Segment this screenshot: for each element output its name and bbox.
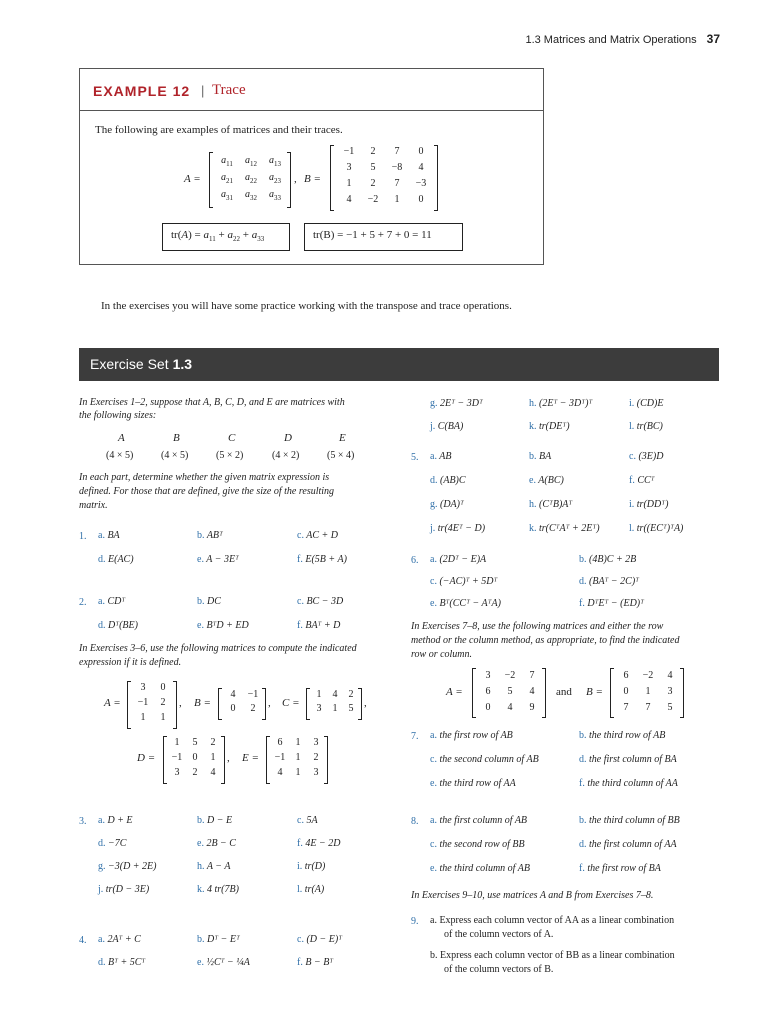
- exercise-item: j. C(BA): [430, 421, 464, 432]
- comma: ,: [179, 697, 182, 709]
- matrix-cell: 1: [295, 767, 301, 778]
- matrix-e-3x3: [266, 736, 328, 784]
- exercise-number: 2.: [79, 597, 87, 608]
- matrix-cell: $a_{21}$: [221, 172, 233, 185]
- matrix-b-3x3: [610, 668, 684, 718]
- exercise-item: a. BA: [98, 530, 120, 541]
- exercise-item: f. the first row of BA: [579, 863, 661, 874]
- exercise-item: e. Bᵀ(CCᵀ − AᵀA): [430, 598, 501, 609]
- matrix-a-label-2: A =: [104, 697, 121, 709]
- matrix-cell: 5: [348, 703, 354, 714]
- matrix-cell: 7: [623, 702, 629, 713]
- exercise-9b-line2: of the column vectors of B.: [444, 964, 554, 975]
- matrix-cell: −2: [367, 194, 379, 205]
- matrix-cell: $a_{12}$: [245, 155, 257, 168]
- matrix-cell: 2: [160, 697, 166, 708]
- exercise-item: f. CCᵀ: [629, 475, 655, 486]
- exercise-item: d. E(AC): [98, 554, 134, 565]
- exercise-item: b. Dᵀ − Eᵀ: [197, 934, 240, 945]
- intro-defined: In each part, determine whether the given matrix expression is: [79, 472, 330, 483]
- exercise-item: f. E(5B + A): [297, 554, 347, 565]
- size-matrix-name: C: [228, 432, 236, 444]
- size-matrix-name: B: [173, 432, 180, 444]
- matrix-cell: 4: [332, 689, 338, 700]
- exercise-item: j. tr(D − 3E): [98, 884, 150, 895]
- intro-3-6: In Exercises 3–6, use the following matrices to compute the indicated: [79, 643, 357, 654]
- size-matrix-dims: (5 × 2): [216, 450, 244, 461]
- matrix-cell: 6: [485, 686, 491, 697]
- matrix-cell: 3: [313, 767, 319, 778]
- exercise-item: a. (2Dᵀ − E)A: [430, 554, 487, 565]
- exercise-item: d. Dᵀ(BE): [98, 620, 138, 631]
- exercise-item: e. A(BC): [529, 475, 564, 486]
- intro-7-8b: method or the column method, as appropriate, to find the indicated: [411, 635, 680, 646]
- matrix-cell: $a_{13}$: [269, 155, 281, 168]
- matrix-a-label: A =: [184, 173, 201, 185]
- matrix-cell: 3: [316, 703, 322, 714]
- exercise-item: b. the third column of BB: [579, 815, 680, 826]
- matrix-a-label-3: A =: [446, 686, 463, 698]
- exercise-item: b. BA: [529, 451, 552, 462]
- matrix-b-label-2: B =: [194, 697, 211, 709]
- exercise-item: h. (2Eᵀ − 3Dᵀ)ᵀ: [529, 398, 593, 409]
- exercise-item: e. A − 3Eᵀ: [197, 554, 239, 565]
- matrix-a: [209, 152, 291, 208]
- exercise-9a-line1: a. Express each column vector of AA as a linear combination: [430, 915, 675, 926]
- exercise-9a-line2: of the column vectors of A.: [444, 929, 554, 940]
- example-label: EXAMPLE 12: [93, 83, 191, 99]
- matrix-cell: −1: [343, 146, 355, 157]
- exercise-item: e. 2B − C: [197, 838, 236, 849]
- intro-defined-b: defined. For those that are defined, give the size of the resulting: [79, 486, 335, 497]
- example-header: [80, 69, 543, 111]
- exercise-item: f. the third column of AA: [579, 778, 678, 789]
- comma: ,: [227, 752, 230, 764]
- size-matrix-name: A: [118, 432, 125, 444]
- matrix-cell: $a_{32}$: [245, 189, 257, 202]
- comma: ,: [294, 173, 297, 185]
- matrix-cell: 7: [394, 146, 400, 157]
- matrix-cell: 1: [645, 686, 651, 697]
- matrix-cell: 5: [370, 162, 376, 173]
- exercise-set-title: [90, 356, 192, 372]
- matrix-cell: 4: [418, 162, 424, 173]
- matrix-cell: 5: [507, 686, 513, 697]
- matrix-cell: 4: [230, 689, 236, 700]
- exercise-item: a. D + E: [98, 815, 133, 826]
- matrix-cell: 1: [332, 703, 338, 714]
- page-number: 37: [706, 32, 720, 46]
- matrix-cell: −1: [171, 752, 183, 763]
- exercise-item: l. tr(BC): [629, 421, 663, 432]
- exercise-item: k. 4 tr(7B): [197, 884, 239, 895]
- matrix-d-label: D =: [137, 752, 156, 764]
- matrix-cell: −8: [391, 162, 403, 173]
- exercise-item: d. (AB)C: [430, 475, 466, 486]
- trace-a-box: $tr(A) = a_{11} + a_{22} + a_{33}$: [162, 223, 290, 251]
- example-separator: |: [201, 83, 205, 98]
- matrix-c-label: C =: [282, 697, 300, 709]
- exercise-item: d. the first column of BA: [579, 754, 677, 765]
- matrix-cell: −2: [642, 670, 654, 681]
- matrix-cell: $a_{31}$: [221, 189, 233, 202]
- exercise-item: e. BᵀD + ED: [197, 620, 249, 631]
- intro-9-10: In Exercises 9–10, use matrices A and B from Exercises 7–8.: [411, 890, 654, 901]
- matrix-b-label-3: B =: [586, 686, 603, 698]
- exercise-set-label: Exercise Set: [90, 356, 169, 372]
- matrix-b-label: B =: [304, 173, 321, 185]
- matrix-cell: 7: [394, 178, 400, 189]
- matrix-cell: 3: [313, 737, 319, 748]
- exercise-item: f. 4E − 2D: [297, 838, 341, 849]
- matrix-b: [330, 145, 438, 211]
- exercise-item: c. (3E)D: [629, 451, 664, 462]
- matrix-cell: −1: [137, 697, 149, 708]
- exercise-item: l. tr(A): [297, 884, 325, 895]
- exercise-item: h. A − A: [197, 861, 231, 872]
- exercise-item: a. the first row of AB: [430, 730, 513, 741]
- exercise-item: i. (CD)E: [629, 398, 664, 409]
- exercise-item: i. tr(DDᵀ): [629, 499, 669, 510]
- matrix-cell: 3: [140, 682, 146, 693]
- body-paragraph: In the exercises you will have some practice working with the transpose and trace operations.: [101, 300, 512, 312]
- matrix-cell: $a_{11}$: [221, 155, 233, 168]
- matrix-cell: −2: [504, 670, 516, 681]
- exercise-item: f. DᵀEᵀ − (ED)ᵀ: [579, 598, 644, 609]
- exercise-item: b. ABᵀ: [197, 530, 223, 541]
- matrix-cell: 1: [316, 689, 322, 700]
- matrix-cell: 2: [370, 146, 376, 157]
- exercise-set-number: 1.3: [172, 356, 193, 372]
- matrix-cell: 2: [210, 737, 216, 748]
- matrix-cell: 1: [140, 712, 146, 723]
- matrix-e-label: E =: [242, 752, 259, 764]
- exercise-item: g. −3(D + 2E): [98, 861, 157, 872]
- exercise-item: a. CDᵀ: [98, 596, 126, 607]
- matrix-cell: 0: [192, 752, 198, 763]
- matrix-cell: 2: [370, 178, 376, 189]
- exercise-number: 7.: [411, 731, 419, 742]
- exercise-number: 8.: [411, 816, 419, 827]
- matrix-cell: 0: [160, 682, 166, 693]
- exercise-item: d. Bᵀ + 5Cᵀ: [98, 957, 146, 968]
- exercise-item: e. ½Cᵀ − ¼A: [197, 957, 250, 968]
- matrix-d-3x3: [163, 736, 225, 784]
- exercise-number: 5.: [411, 452, 419, 463]
- intro-1-2b: the following sizes:: [79, 410, 157, 421]
- matrix-cell: 0: [418, 194, 424, 205]
- matrix-a-3x3: [472, 668, 546, 718]
- exercise-item: k. tr(CᵀAᵀ + 2Eᵀ): [529, 523, 600, 534]
- matrix-cell: $a_{22}$: [245, 172, 257, 185]
- matrix-cell: 2: [348, 689, 354, 700]
- intro-7-8: In Exercises 7–8, use the following matrices and either the row: [411, 621, 664, 632]
- matrix-cell: 2: [313, 752, 319, 763]
- matrix-cell: 1: [346, 178, 352, 189]
- exercise-item: i. tr(D): [297, 861, 326, 872]
- size-matrix-dims: (4 × 2): [272, 450, 300, 461]
- matrix-a-3x2: [127, 681, 177, 729]
- exercise-item: a. AB: [430, 451, 452, 462]
- exercise-item: f. BAᵀ + D: [297, 620, 341, 631]
- running-header: [525, 32, 720, 46]
- exercise-item: c. the second column of AB: [430, 754, 539, 765]
- example-box: [79, 68, 544, 265]
- matrix-cell: 2: [192, 767, 198, 778]
- matrix-cell: 1: [295, 737, 301, 748]
- example-intro: The following are examples of matrices and their traces.: [95, 124, 343, 136]
- matrix-cell: 3: [174, 767, 180, 778]
- exercise-item: e. the third column of AB: [430, 863, 530, 874]
- matrix-cell: 4: [346, 194, 352, 205]
- matrix-cell: 0: [230, 703, 236, 714]
- matrix-cell: 1: [210, 752, 216, 763]
- exercise-item: c. (−AC)ᵀ + 5Dᵀ: [430, 576, 498, 587]
- size-matrix-dims: (4 × 5): [106, 450, 134, 461]
- exercise-9b-line1: b. Express each column vector of BB as a linear combination: [430, 950, 675, 961]
- matrix-cell: 0: [485, 702, 491, 713]
- size-matrix-dims: (4 × 5): [161, 450, 189, 461]
- comma: ,: [268, 697, 271, 709]
- exercise-item: d. −7C: [98, 838, 127, 849]
- exercise-item: e. the third row of AA: [430, 778, 516, 789]
- intro-defined-c: matrix.: [79, 500, 108, 511]
- exercise-number: 1.: [79, 531, 87, 542]
- exercise-item: c. (D − E)ᵀ: [297, 934, 343, 945]
- matrix-cell: 3: [485, 670, 491, 681]
- matrix-cell: 6: [623, 670, 629, 681]
- exercise-set-bar: [79, 348, 719, 381]
- matrix-cell: 2: [250, 703, 256, 714]
- matrix-cell: 0: [623, 686, 629, 697]
- exercise-item: k. tr(DEᵀ): [529, 421, 570, 432]
- exercise-item: c. AC + D: [297, 530, 339, 541]
- exercise-item: b. (4B)C + 2B: [579, 554, 637, 565]
- exercise-item: l. tr((ECᵀ)ᵀA): [629, 523, 684, 534]
- exercise-number: 3.: [79, 816, 87, 827]
- matrix-cell: 9: [529, 702, 535, 713]
- exercise-item: b. the third row of AB: [579, 730, 666, 741]
- intro-3-6b: expression if it is defined.: [79, 657, 182, 668]
- matrix-cell: 4: [277, 767, 283, 778]
- exercise-item: a. 2Aᵀ + C: [98, 934, 141, 945]
- matrix-b-2x2: [218, 688, 266, 720]
- matrix-cell: 4: [210, 767, 216, 778]
- matrix-cell: 4: [667, 670, 673, 681]
- matrix-cell: 5: [192, 737, 198, 748]
- matrix-cell: 0: [418, 146, 424, 157]
- intro-1-2: In Exercises 1–2, suppose that A, B, C, D, and E are matrices with: [79, 397, 345, 408]
- matrix-cell: 6: [277, 737, 283, 748]
- example-title: Trace: [212, 82, 246, 98]
- matrix-cell: 5: [667, 702, 673, 713]
- matrix-cell: −1: [247, 689, 259, 700]
- matrix-c-2x3: [306, 688, 362, 720]
- exercise-item: d. the first column of AA: [579, 839, 677, 850]
- exercise-item: b. D − E: [197, 815, 233, 826]
- comma: ,: [364, 697, 367, 709]
- matrix-cell: $a_{33}$: [269, 189, 281, 202]
- matrix-cell: 7: [645, 702, 651, 713]
- matrix-cell: 1: [295, 752, 301, 763]
- matrix-cell: 4: [507, 702, 513, 713]
- exercise-item: f. B − Bᵀ: [297, 957, 334, 968]
- exercise-9-number: 9.: [411, 916, 419, 927]
- and-word: and: [556, 686, 572, 698]
- matrix-cell: 7: [529, 670, 535, 681]
- matrix-cell: 3: [346, 162, 352, 173]
- matrix-cell: $a_{23}$: [269, 172, 281, 185]
- exercise-item: a. the first column of AB: [430, 815, 528, 826]
- exercise-item: h. (CᵀB)Aᵀ: [529, 499, 573, 510]
- matrix-cell: 1: [174, 737, 180, 748]
- matrix-cell: 4: [529, 686, 535, 697]
- size-matrix-dims: (5 × 4): [327, 450, 355, 461]
- matrix-cell: −1: [274, 752, 286, 763]
- size-matrix-name: E: [339, 432, 346, 444]
- matrix-cell: −3: [415, 178, 427, 189]
- intro-7-8c: row or column.: [411, 649, 473, 660]
- trace-b-box: tr(B) = −1 + 5 + 7 + 0 = 11: [304, 223, 463, 251]
- exercise-item: c. 5A: [297, 815, 318, 826]
- exercise-item: g. 2Eᵀ − 3Dᵀ: [430, 398, 483, 409]
- matrix-cell: 3: [667, 686, 673, 697]
- matrix-cell: 1: [394, 194, 400, 205]
- matrix-cell: 1: [160, 712, 166, 723]
- section-title: 1.3 Matrices and Matrix Operations: [525, 34, 697, 46]
- size-matrix-name: D: [284, 432, 292, 444]
- exercise-item: c. BC − 3D: [297, 596, 344, 607]
- exercise-item: j. tr(4Eᵀ − D): [430, 523, 486, 534]
- exercise-item: g. (DA)ᵀ: [430, 499, 464, 510]
- exercise-number: 6.: [411, 555, 419, 566]
- exercise-number: 4.: [79, 935, 87, 946]
- exercise-item: b. DC: [197, 596, 221, 607]
- exercise-item: d. (BAᵀ − 2C)ᵀ: [579, 576, 640, 587]
- exercise-item: c. the second row of BB: [430, 839, 525, 850]
